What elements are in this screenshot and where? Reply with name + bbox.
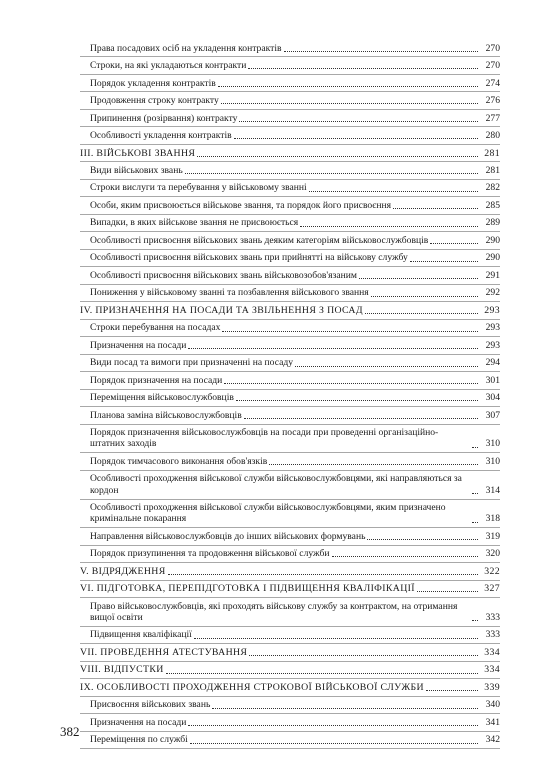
toc-entry-text: IX. ОСОБЛИВОСТІ ПРОХОДЖЕННЯ СТРОКОВОЇ ВІЙСЬКОВОЇ СЛУЖБИ xyxy=(80,681,424,693)
toc-entry-page: 322 xyxy=(484,565,500,577)
toc-entry-title xyxy=(90,217,480,228)
dot-leader xyxy=(239,121,478,122)
toc-entry[interactable] xyxy=(80,110,500,127)
toc-entry-text: Особливості присвоєння військових звань військовозобов'язаним xyxy=(90,269,357,281)
toc-entry[interactable] xyxy=(80,425,500,454)
toc-entry-title xyxy=(90,456,480,467)
toc-entry-title xyxy=(90,270,480,281)
toc-entry[interactable] xyxy=(80,372,500,389)
toc-entry-page: 294 xyxy=(485,357,500,369)
toc-entry-title xyxy=(90,410,480,421)
toc-entry-text: Підвищення кваліфікації xyxy=(90,629,192,641)
toc-section[interactable] xyxy=(80,644,500,661)
dot-leader xyxy=(300,226,478,227)
dot-leader xyxy=(269,464,478,465)
page-number: 382 xyxy=(60,724,80,739)
toc-entry-text: Види військових звань xyxy=(90,164,183,176)
dot-leader xyxy=(185,173,478,174)
toc-entry-page: 289 xyxy=(485,217,500,229)
toc-entry-page: 320 xyxy=(485,548,500,560)
toc-entry-page: 274 xyxy=(485,77,500,89)
toc-entry-page: 319 xyxy=(485,530,500,542)
toc-entry-title xyxy=(80,566,480,577)
toc-entry-page: 291 xyxy=(485,269,500,281)
toc-entry-text: Право військовослужбовців, які проходять військову службу за контрактом, на отримання вищої освіти xyxy=(90,600,458,623)
toc-entry-title xyxy=(90,322,480,333)
toc-entry-text: Продовження строку контракту xyxy=(90,95,219,107)
toc-entry-title xyxy=(90,502,480,524)
toc-entry-page: 333 xyxy=(485,611,500,623)
toc-entry-text: Порядок тимчасового виконання обов'язків xyxy=(90,455,268,467)
toc-entry-title xyxy=(90,78,480,89)
toc-entry[interactable] xyxy=(80,232,500,249)
dot-leader xyxy=(188,725,478,726)
toc-entry-page: 292 xyxy=(485,287,500,299)
toc-entry-text: Особливості присвоєння військових звань при прийнятті на військову службу xyxy=(90,252,408,264)
toc-entry-title xyxy=(90,375,480,386)
toc-entry[interactable] xyxy=(80,714,500,731)
toc-entry-text: Пониження у військовому званні та позбавлення військового звання xyxy=(90,287,369,299)
toc-entry-title xyxy=(90,200,480,211)
toc-entry-title xyxy=(90,235,480,246)
toc-entry[interactable] xyxy=(80,197,500,214)
toc-entry-title xyxy=(90,601,480,623)
toc-section[interactable] xyxy=(80,145,500,162)
toc-entry-page: 301 xyxy=(485,374,500,386)
dot-leader xyxy=(365,313,478,314)
toc-entry-text: Види посад та вимоги при призначенні на посаду xyxy=(90,357,294,369)
toc-entry-text: Строки вислуги та перебування у військовому званні xyxy=(90,182,307,194)
dot-leader xyxy=(190,743,478,744)
toc-entry-title xyxy=(90,392,480,403)
toc-entry[interactable] xyxy=(80,320,500,337)
dot-leader xyxy=(426,690,478,691)
toc-entry-text: Особливості проходження військової служби військовослужбовцями, які направляються за кордон xyxy=(90,473,462,496)
toc-section[interactable] xyxy=(80,679,500,696)
toc-entry-page: 293 xyxy=(485,339,500,351)
toc-entry-text: VI. ПІДГОТОВКА, ПЕРЕПІДГОТОВКА І ПІДВИЩЕННЯ КВАЛІФІКАЦІЇ xyxy=(80,583,415,595)
toc-entry-text: Порядок призначення військовослужбовців на посади при проведенні організаційно-штатних заходів xyxy=(90,427,439,450)
toc-entry-page: 293 xyxy=(484,304,500,316)
dot-leader xyxy=(472,447,478,448)
toc-entry-title xyxy=(80,305,480,316)
dot-leader xyxy=(221,103,478,104)
toc-entry-page: 341 xyxy=(485,716,500,728)
dot-leader xyxy=(359,278,478,279)
dot-leader xyxy=(367,539,478,540)
toc-entry-title xyxy=(90,427,480,449)
toc-entry-text: Права посадових осіб на укладення контрактів xyxy=(90,42,282,54)
toc-entry[interactable] xyxy=(80,40,500,57)
toc-entry[interactable] xyxy=(80,732,500,749)
toc-entry-text: Порядок призначення на посади xyxy=(90,374,223,386)
dot-leader xyxy=(236,400,478,401)
toc-entry[interactable] xyxy=(80,500,500,529)
toc-entry[interactable] xyxy=(80,267,500,284)
toc-entry-page: 327 xyxy=(484,583,500,595)
toc-entry-page: 276 xyxy=(485,95,500,107)
toc-entry-text: VII. ПРОВЕДЕННЯ АТЕСТУВАННЯ xyxy=(80,646,248,658)
toc-entry-page: 304 xyxy=(485,392,500,404)
toc-entry-page: 334 xyxy=(484,646,500,658)
dot-leader xyxy=(249,655,478,656)
toc-entry-title xyxy=(90,629,480,640)
toc-entry-text: Припинення (розірвання) контракту xyxy=(90,112,238,124)
toc-entry-title xyxy=(90,252,480,263)
dot-leader xyxy=(212,708,478,709)
toc-entry-title xyxy=(80,148,480,159)
toc-entry[interactable] xyxy=(80,598,500,627)
toc-entry-page: 307 xyxy=(485,409,500,421)
toc-entry-title xyxy=(90,182,480,193)
toc-section[interactable] xyxy=(80,563,500,580)
toc-entry-text: Призначення на посади xyxy=(90,339,187,351)
toc-entry-text: IV. ПРИЗНАЧЕННЯ НА ПОСАДИ ТА ЗВІЛЬНЕННЯ З ПОСАД xyxy=(80,304,363,316)
toc-entry-text: III. ВІЙСЬКОВІ ЗВАННЯ xyxy=(80,147,196,159)
toc-entry-page: 277 xyxy=(485,112,500,124)
dot-leader xyxy=(393,208,478,209)
toc-entry-text: Планова заміна військовослужбовців xyxy=(90,409,242,421)
dot-leader xyxy=(295,366,478,367)
toc-entry-title xyxy=(90,734,480,745)
toc-entry[interactable] xyxy=(80,453,500,470)
toc-entry-page: 310 xyxy=(485,455,500,467)
dot-leader xyxy=(194,638,478,639)
toc-entry[interactable] xyxy=(80,546,500,563)
dot-leader xyxy=(371,296,478,297)
toc-entry-title xyxy=(80,583,480,594)
dot-leader xyxy=(166,673,478,674)
toc-entry[interactable] xyxy=(80,407,500,424)
toc-entry[interactable] xyxy=(80,697,500,714)
toc-entry[interactable] xyxy=(80,355,500,372)
toc-entry-text: Направлення військовослужбовців до інших військових формувань xyxy=(90,530,366,542)
toc-entry-text: VIII. ВІДПУСТКИ xyxy=(80,664,164,676)
toc-entry-title xyxy=(90,95,480,106)
dot-leader xyxy=(168,574,478,575)
toc-entry-page: 339 xyxy=(484,681,500,693)
toc-entry-title xyxy=(90,473,480,495)
dot-leader xyxy=(244,418,478,419)
toc-section[interactable] xyxy=(80,581,500,598)
toc-entry-text: Особи, яким присвоюється військове звання, та порядок його присвоєння xyxy=(90,199,392,211)
dot-leader xyxy=(188,348,478,349)
toc-entry-text: Переміщення військовослужбовців xyxy=(90,392,234,404)
toc-entry-title xyxy=(90,699,480,710)
toc-entry[interactable] xyxy=(80,337,500,354)
dot-leader xyxy=(218,86,478,87)
toc-section[interactable] xyxy=(80,302,500,319)
toc-entry-text: Призначення на посади xyxy=(90,716,187,728)
dot-leader xyxy=(472,620,478,621)
toc-entry[interactable] xyxy=(80,627,500,644)
toc-entry-title xyxy=(90,357,480,368)
toc-entry-title xyxy=(90,165,480,176)
toc-entry-page: 333 xyxy=(485,629,500,641)
toc-entry-page: 281 xyxy=(484,147,500,159)
toc-entry-page: 340 xyxy=(485,699,500,711)
toc-entry-title xyxy=(90,548,480,559)
toc-entry[interactable] xyxy=(80,390,500,407)
toc-entry[interactable] xyxy=(80,250,500,267)
toc-entry[interactable] xyxy=(80,92,500,109)
toc-entry-text: Строки, на які укладаються контракти xyxy=(90,60,247,72)
dot-leader xyxy=(332,556,478,557)
toc-entry-page: 281 xyxy=(485,164,500,176)
dot-leader xyxy=(284,51,478,52)
dot-leader xyxy=(309,191,478,192)
toc-entry-page: 334 xyxy=(484,664,500,676)
toc-entry-page: 293 xyxy=(485,322,500,334)
toc-entry-title xyxy=(90,340,480,351)
toc-entry[interactable] xyxy=(80,180,500,197)
toc-entry-title xyxy=(90,531,480,542)
dot-leader xyxy=(197,156,478,157)
toc-entry-page: 342 xyxy=(485,734,500,746)
toc-entry-text: Присвоєння військових звань xyxy=(90,699,211,711)
dot-leader xyxy=(234,138,478,139)
toc-section[interactable] xyxy=(80,662,500,679)
toc-entry-text: Порядок призупинення та продовження військової служби xyxy=(90,548,330,560)
toc-entry[interactable] xyxy=(80,75,500,92)
toc-entry-text: Особливості проходження військової служби військовослужбовцями, яким призначено кримінальне покарання xyxy=(90,502,446,525)
dot-leader xyxy=(472,493,478,494)
dot-leader xyxy=(248,68,478,69)
dot-leader xyxy=(430,243,478,244)
toc-entry[interactable] xyxy=(80,127,500,144)
toc-entry-text: Строки перебування на посадах xyxy=(90,322,221,334)
toc-entry-text: Переміщення по службі xyxy=(90,734,188,746)
toc-entry-title xyxy=(80,682,480,693)
toc-entry-title xyxy=(90,130,480,141)
toc-entry-page: 318 xyxy=(485,513,500,525)
toc-entry-page: 314 xyxy=(485,484,500,496)
toc-entry-text: Особливості укладення контрактів xyxy=(90,130,232,142)
toc-entry-page: 270 xyxy=(485,60,500,72)
toc-entry-title xyxy=(90,60,480,71)
dot-leader xyxy=(224,383,478,384)
toc-entry-title xyxy=(80,664,480,675)
toc-entry-title xyxy=(90,113,480,124)
toc-entry[interactable] xyxy=(80,215,500,232)
toc-entry[interactable] xyxy=(80,57,500,74)
dot-leader xyxy=(472,522,478,523)
toc-entry-text: V. ВІДРЯДЖЕННЯ xyxy=(80,565,166,577)
toc-entry-page: 290 xyxy=(485,234,500,246)
toc-entry-page: 285 xyxy=(485,199,500,211)
toc-entry[interactable] xyxy=(80,528,500,545)
toc-entry-page: 280 xyxy=(485,130,500,142)
toc-entry-title xyxy=(90,43,480,54)
toc-entry[interactable] xyxy=(80,471,500,500)
dot-leader xyxy=(222,331,478,332)
dot-leader xyxy=(410,261,478,262)
toc-entry[interactable] xyxy=(80,285,500,302)
toc-entry[interactable] xyxy=(80,162,500,179)
toc-entry-title xyxy=(80,647,480,658)
toc-entry-page: 270 xyxy=(485,42,500,54)
toc-entry-title xyxy=(90,287,480,298)
toc-entry-page: 282 xyxy=(485,182,500,194)
toc-entry-page: 290 xyxy=(485,252,500,264)
toc-entry-title xyxy=(90,717,480,728)
toc-entry-text: Порядок укладення контрактів xyxy=(90,77,216,89)
toc-entry-page: 310 xyxy=(485,438,500,450)
toc-entry-text: Особливості присвоєння військових звань деяким категоріям військовослужбовців xyxy=(90,234,429,246)
table-of-contents xyxy=(80,40,500,749)
toc-entry-text: Випадки, в яких військове звання не присвоюється xyxy=(90,217,299,229)
dot-leader xyxy=(417,591,478,592)
